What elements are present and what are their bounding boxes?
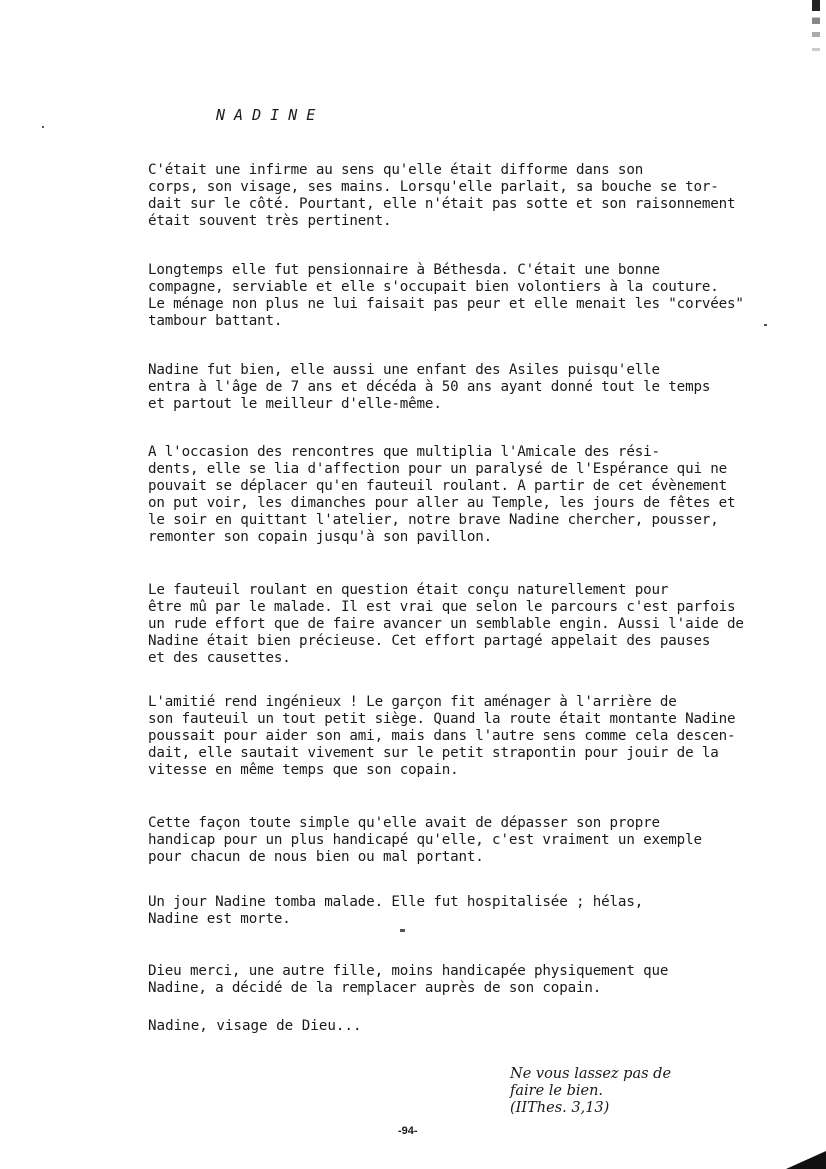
page-number: -94- [398, 1125, 418, 1137]
document-title: N A D I N E [216, 106, 316, 124]
paragraph-6: L'amitié rend ingénieux ! Le garçon fit aménager à l'arrière de son fauteuil un tout petit siège. Quand la route était montante Nadine poussait pour aider son ami, mais dans l'autre sens comme cela descen- dait, elle sautait vivement sur le petit strapontin pour jouir de la vitesse en même temps que son copain. [148, 694, 736, 778]
paragraph-3: Nadine fut bien, elle aussi une enfant des Asiles puisqu'elle entra à l'âge de 7 ans et décéda à 50 ans ayant donné tout le temps et partout le meilleur d'elle-même. [148, 362, 711, 412]
scan-speck [400, 929, 405, 932]
scan-corner-mark [786, 1151, 826, 1169]
bible-quote: Ne vous lassez pas de faire le bien. (IIThes. 3,13) [510, 1066, 672, 1116]
paragraph-2: Longtemps elle fut pensionnaire à Béthesda. C'était une bonne compagne, serviable et elle s'occupait bien volontiers à la couture. Le ménage non plus ne lui faisait pas peur et elle menait les "corvées" tambour battant. [148, 262, 744, 329]
paragraph-9: Dieu merci, une autre fille, moins handicapée physiquement que Nadine, a décidé de la remplacer auprès de son copain. [148, 963, 669, 996]
scan-speck [42, 126, 44, 128]
paragraph-4: A l'occasion des rencontres que multiplia l'Amicale des rési- dents, elle se lia d'affection pour un paralysé de l'Espérance qui ne pouvait se déplacer qu'en fauteuil roulant. A partir de cet évènement on put voir, les dimanches pour aller au Temple, les jours de fêtes et le soir en quittant l'atelier, notre brave Nadine chercher, pousser, remonter son copain jusqu'à son pavillon. [148, 444, 736, 545]
paragraph-8: Un jour Nadine tomba malade. Elle fut hospitalisée ; hélas, Nadine est morte. [148, 894, 644, 927]
scan-edge-mark [812, 0, 820, 80]
scan-speck [764, 324, 767, 326]
paragraph-7: Cette façon toute simple qu'elle avait de dépasser son propre handicap pour un plus handicapé qu'elle, c'est vraiment un exemple pour chacun de nous bien ou mal portant. [148, 815, 702, 865]
closing-line: Nadine, visage de Dieu... [148, 1018, 362, 1034]
paragraph-1: C'était une infirme au sens qu'elle était difforme dans son corps, son visage, ses mains. Lorsqu'elle parlait, sa bouche se tor- dait sur le côté. Pourtant, elle n'était pas sotte et son raisonnement était souvent très pertinent. [148, 162, 736, 229]
paragraph-5: Le fauteuil roulant en question était conçu naturellement pour être mû par le malade. Il est vrai que selon le parcours c'est parfois un rude effort que de faire avancer un semblable engin. Aussi l'aide de Nadine était bien précieuse. Cet effort partagé appelait des pauses et des causettes. [148, 582, 744, 666]
